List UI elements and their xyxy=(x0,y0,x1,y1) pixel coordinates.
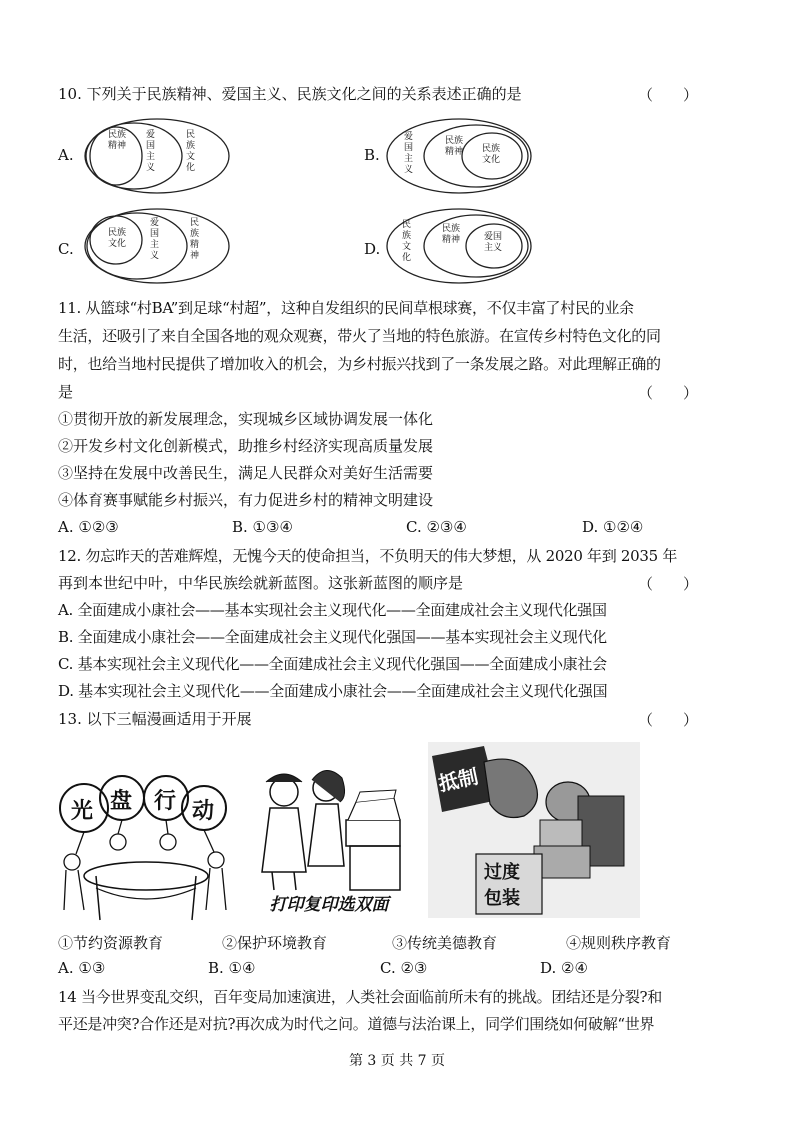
q10-answer-paren: （ ） xyxy=(637,86,698,104)
cartoon-char-dong: 动 xyxy=(192,799,215,824)
q10-option-c-label: C. xyxy=(58,240,74,258)
q13-statement-4: ④规则秩序教育 xyxy=(566,934,672,952)
q10-option-a-diagram xyxy=(82,116,232,196)
cartoon-printing-caption: 打印复印选双面 xyxy=(269,895,389,915)
q11-answer-paren: （ ） xyxy=(637,384,698,402)
q11-choice-b[interactable]: B. ①③④ xyxy=(232,518,293,536)
q10-stem: 10. 下列关于民族精神、爱国主义、民族文化之间的关系表述正确的是 xyxy=(58,85,522,103)
q10-option-b-label: B. xyxy=(364,146,380,164)
cartoon-clean-plate xyxy=(56,770,232,922)
cartoon-double-sided-printing xyxy=(244,762,414,922)
cartoon-excessive-packaging xyxy=(428,742,640,918)
cartoon-char-guang: 光 xyxy=(71,799,94,824)
q12-choice-d[interactable]: D. 基本实现社会主义现代化——全面建成小康社会——全面建成社会主义现代化强国 xyxy=(58,682,608,700)
q10-d-inner-label: 爱国主义 xyxy=(483,232,502,253)
q13-choice-d[interactable]: D. ②④ xyxy=(540,959,588,977)
q13-statement-3: ③传统美德教育 xyxy=(392,934,498,952)
q12-choice-a[interactable]: A. 全面建成小康社会——基本实现社会主义现代化——全面建成社会主义现代化强国 xyxy=(58,601,607,619)
q11-statement: ④体育赛事赋能乡村振兴，有力促进乡村的精神文明建设 xyxy=(58,491,434,509)
q12-choice-b[interactable]: B. 全面建成小康社会——全面建成社会主义现代化强国——基本实现社会主义现代化 xyxy=(58,628,607,646)
q11-statement: ③坚持在发展中改善民生，满足人民群众对美好生活需要 xyxy=(58,464,434,482)
q13-statement-2: ②保护环境教育 xyxy=(222,934,328,952)
q10-d-outer-label: 民族文化 xyxy=(402,220,412,263)
q13-stem: 13. 以下三幅漫画适用于开展 xyxy=(58,710,252,728)
q13-choice-c[interactable]: C. ②③ xyxy=(380,959,428,977)
q14-stem-line: 平还是冲突?合作还是对抗?再次成为时代之问。道德与法治课上，同学们围绕如何破解“世界 xyxy=(58,1015,655,1033)
q12-answer-paren: （ ） xyxy=(637,575,698,593)
q10-d-middle-label: 民族精神 xyxy=(441,224,460,245)
q10-c-middle-label: 爱国主义 xyxy=(150,218,160,261)
q10-option-d-label: D. xyxy=(364,240,381,258)
q11-choice-c[interactable]: C. ②③④ xyxy=(406,518,467,536)
cartoon-tag-packaging: 包装 xyxy=(484,888,520,909)
q11-stem-line: 是 xyxy=(58,383,74,401)
q13-statement-1: ①节约资源教育 xyxy=(58,934,164,952)
cartoon-tag-excessive: 过度 xyxy=(484,862,520,883)
q12-stem-line: 12. 勿忘昨天的苦难辉煌，无愧今天的使命担当，不负明天的伟大梦想，从 2020 年到 2035 年 xyxy=(58,547,678,565)
page-footer: 第 3 页 共 7 页 xyxy=(348,1053,446,1069)
q12-stem-line: 再到本世纪中叶，中华民族绘就新蓝图。这张新蓝图的顺序是 xyxy=(58,574,464,592)
cartoon-tag-resist: 抵制 xyxy=(436,764,481,796)
q13-choice-b[interactable]: B. ①④ xyxy=(208,959,256,977)
q12-choice-c[interactable]: C. 基本实现社会主义现代化——全面建成社会主义现代化强国——全面建成小康社会 xyxy=(58,655,607,673)
q11-statement: ①贯彻开放的新发展理念，实现城乡区域协调发展一体化 xyxy=(58,410,434,428)
q11-choice-a[interactable]: A. ①②③ xyxy=(58,518,119,536)
q11-statement: ②开发乡村文化创新模式，助推乡村经济实现高质量发展 xyxy=(58,437,434,455)
cartoon-clean-plate-drawing xyxy=(56,770,232,922)
q10-a-middle-label: 爱国主义 xyxy=(146,130,156,173)
cartoon-char-xing: 行 xyxy=(154,789,177,814)
q14-stem-line: 14 当今世界变乱交织，百年变局加速演进，人类社会面临前所未有的挑战。团结还是分裂?和 xyxy=(58,988,663,1006)
cartoon-printing-drawing xyxy=(244,762,414,894)
q11-stem-line: 11. 从篮球“村BA”到足球“村超”，这种自发组织的民间草根球赛，不仅丰富了村民的业余 xyxy=(58,299,634,317)
q10-c-outer-label: 民族精神 xyxy=(190,218,200,261)
q10-a-outer-label: 民族文化 xyxy=(186,130,196,173)
q13-choice-a[interactable]: A. ①③ xyxy=(58,959,106,977)
q10-b-outer-label: 爱国主义 xyxy=(404,132,414,175)
q13-answer-paren: （ ） xyxy=(637,711,698,729)
q10-c-inner-label: 民族文化 xyxy=(107,228,126,249)
q11-stem-line: 生活，还吸引了来自全国各地的观众观赛，带火了当地的特色旅游。在宣传乡村特色文化的同 xyxy=(58,327,661,345)
cartoon-char-pan: 盘 xyxy=(110,789,133,814)
q11-stem-line: 时，也给当地村民提供了增加收入的机会，为乡村振兴找到了一条发展之路。对此理解正确的 xyxy=(58,355,661,373)
q11-choice-d[interactable]: D. ①②④ xyxy=(582,518,644,536)
q10-b-middle-label: 民族精神 xyxy=(444,136,463,157)
q10-option-a-label: A. xyxy=(58,146,74,164)
q10-a-inner-label: 民族精神 xyxy=(107,130,126,151)
q10-b-inner-label: 民族文化 xyxy=(481,144,500,165)
